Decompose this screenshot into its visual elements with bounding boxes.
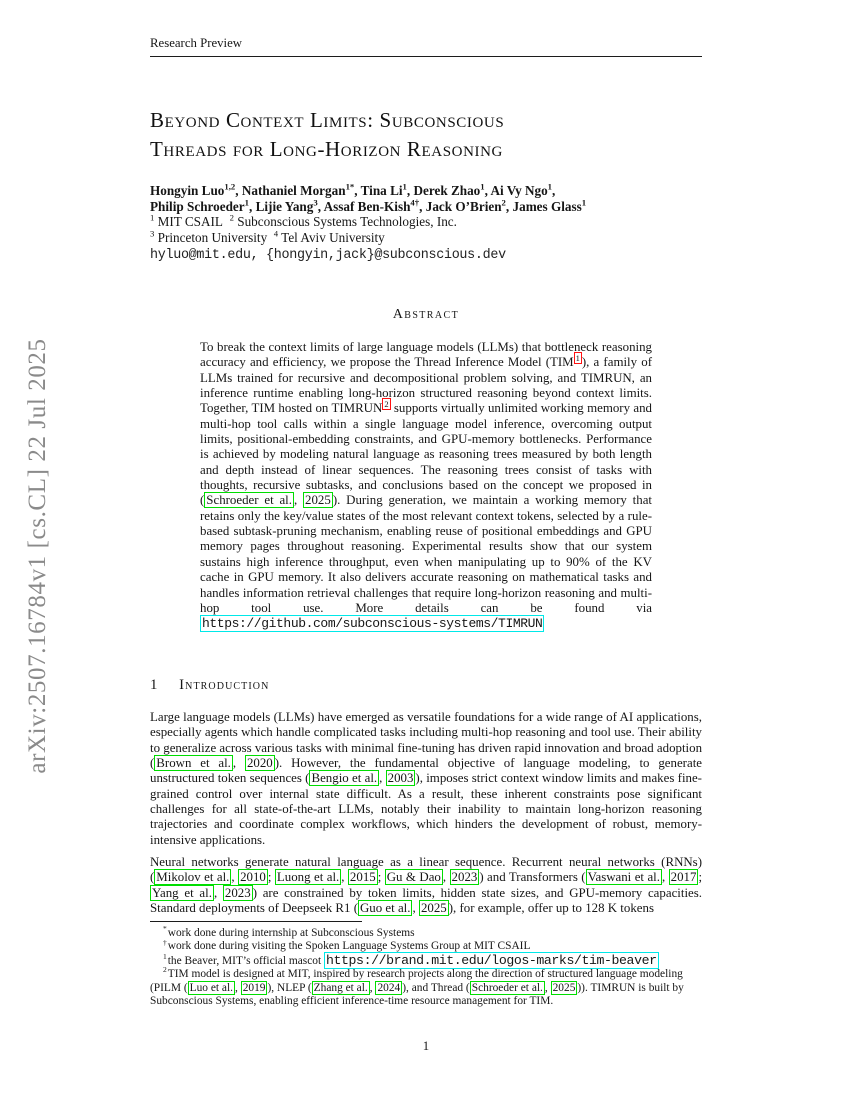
citation-link[interactable]: 2019 (242, 981, 266, 994)
superscript: 1 (480, 181, 485, 192)
text-segment: , (213, 885, 223, 900)
superscript: 4 (273, 228, 279, 239)
footnote-marker: † (163, 937, 167, 947)
citation-link[interactable]: Bengio et al. (311, 771, 378, 786)
paper-title (150, 106, 710, 163)
authors-line-2 (150, 199, 710, 215)
citation-link[interactable]: 2010 (240, 870, 266, 885)
citation-link[interactable]: Yang et al. (152, 885, 212, 900)
text-segment: , Ai Vy Ngo (484, 183, 548, 198)
text-segment: ), for example, offer up to 128 K tokens (448, 901, 654, 916)
text-segment: TIM model is designed at MIT, inspired by research projects along the direction of structured language modeling (PILM ( (150, 968, 683, 994)
running-header-text: Research Preview (150, 36, 243, 50)
author-emails: hyluo@mit.edu, {hongyin,jack}@subconscious.dev (150, 248, 506, 264)
citation-link[interactable]: Zhang et al. (313, 981, 368, 994)
text-segment: work done during visiting the Spoken Language Systems Group at MIT CSAIL (167, 940, 531, 953)
title-line-2: Threads for Long-Horizon Reasoning (150, 136, 503, 161)
superscript: 1 (547, 181, 553, 192)
citation-link[interactable]: 2023 (224, 885, 251, 900)
text-segment: ; (267, 870, 275, 885)
citation-link[interactable]: 2025 (420, 901, 447, 916)
section-title: Introduction (179, 677, 270, 693)
footnote-4 (150, 965, 702, 1008)
text-segment: MIT CSAIL (154, 214, 230, 230)
citation-link[interactable]: 2025 (305, 493, 331, 508)
text-segment: ) and Transformers ( (479, 870, 586, 885)
text-segment: Princeton University (154, 229, 274, 245)
citation-link[interactable]: Schroeder et al. (206, 493, 292, 508)
authors-line-1 (150, 183, 710, 199)
superscript: 1 (402, 181, 407, 192)
text-segment: , (442, 870, 450, 885)
title-line-1: Beyond Context Limits: Subconscious (150, 108, 505, 132)
superscript: 2 (501, 197, 506, 208)
intro-paragraph-2 (150, 855, 702, 916)
footnote-text (168, 940, 531, 952)
section-number: 1 (150, 677, 158, 693)
citation-link[interactable]: Vaswani et al. (587, 870, 660, 885)
citation-link[interactable]: Mikolov et al. (156, 870, 230, 885)
citation-link[interactable]: 2015 (349, 870, 376, 885)
superscript: 1,2 (224, 181, 236, 192)
superscript: 1 (150, 212, 155, 223)
text-segment: , (544, 981, 551, 994)
text-segment: , Tina Li (354, 183, 403, 198)
superscript: 3 (150, 228, 155, 239)
text-segment: ) are constrained by token limits, hidden state sizes, and GPU-memory capacities. Standard deployments of Deepseek R1 ( (150, 885, 703, 916)
url-link[interactable]: https://github.com/subconscious-systems/TIMRUN (202, 616, 543, 632)
section-heading-introduction (150, 677, 269, 694)
url-link[interactable]: https://brand.mit.edu/logos-marks/tim-beaver (326, 952, 657, 968)
superscript: 2 (229, 212, 234, 223)
citation-link[interactable]: Luong et al. (276, 870, 340, 885)
abstract-heading: Abstract (392, 306, 460, 321)
citation-link[interactable]: Guo et al. (360, 901, 411, 916)
text-segment: work done during internship at Subconscious Systems (167, 927, 415, 939)
footnote-3 (150, 954, 702, 968)
text-segment: Neural networks generate natural language as a linear sequence. Recurrent neural networks (RNNs) ( (150, 855, 702, 885)
affiliations-line-1 (150, 214, 710, 230)
citation-link[interactable]: 2023 (451, 870, 478, 885)
citation-link[interactable]: Schroeder et al. (471, 981, 543, 994)
text-segment: supports virtually unlimited working memory and multi-hop tool calls within a single language model inference, overcoming output limits, positional-embedding constraints, and GPU-memory bottlenecks. Performance is achieved by modeling natural language as reasoning trees measured by both length and depth instead of linear sequences. The reasoning trees consist of tasks with thoughts, recursive subtasks, and conclusions based on the concept we proposed in ( (200, 401, 652, 508)
footnote-marker: * (163, 924, 167, 934)
text-segment: )). TIMRUN is built by Subconscious Systems, enabling efficient inference-time resource management for TIM. (150, 981, 684, 1008)
superscript: 1* (345, 181, 355, 192)
text-segment: Subconscious Systems Technologies, Inc. (233, 214, 457, 230)
text-segment: , Assaf Ben-Kish (317, 198, 411, 214)
text-segment: To break the context limits of large language models (LLMs) that bottleneck reasoning accuracy and efficiency, we propose the Thread Inference Model (TIM (200, 340, 652, 370)
text-segment: Philip Schroeder (150, 198, 245, 214)
superscript: 3 (313, 197, 318, 208)
arxiv-watermark: arXiv:2507.16784v1 [cs.CL] 22 Jul 2025 (24, 338, 51, 774)
citation-link[interactable]: Gu & Dao (386, 870, 441, 885)
author-block (150, 183, 710, 264)
citation-link[interactable]: 2017 (670, 870, 697, 885)
text-segment: ), imposes strict context window limits and makes fine-grained control over internal state difficult. As a result, these inherent constraints pose significant challenges for all state-of-the-art LLMs, notably their inability to maintain long-horizon reasoning trajectories and coordinate complex workflows, which hinders the development of robust, memory-intensive applications. (150, 771, 702, 847)
superscript: 1 (244, 197, 249, 208)
text-segment: ; (698, 870, 703, 885)
superscript: 1 (581, 197, 587, 208)
text-segment: , James Glass (505, 198, 582, 214)
footnote-block (150, 921, 702, 1008)
text-segment: , (235, 981, 241, 994)
citation-link[interactable]: 2003 (387, 771, 414, 786)
abstract-text (200, 340, 652, 632)
text-segment: , Nathaniel Morgan (235, 183, 346, 198)
citation-link[interactable]: 2024 (377, 981, 401, 994)
text-segment: ), NLEP ( (267, 981, 312, 994)
citation-link[interactable]: Brown et al. (156, 756, 231, 771)
text-segment: ). During generation, we maintain a working memory that retains only the key/value states of the most relevant context tokens, selected by a rule-based subtask-pruning mechanism, enabling reuse of positional embeddings and GPU memory pages throughout reasoning. Experimental results show that our system sustains high inference throughput, even when manipulating up to 90% of the KV cache in GPU memory. It also delivers accurate reasoning on mathematical tasks and handles information retrieval challenges that require long-horizon reasoning and multi-hop tool use. More details can be found via (200, 493, 652, 615)
footnote-text (167, 952, 659, 968)
text-segment: ), a family of LLMs trained for recursive and decompositional problem solving, and TIMRUN, an inference runtime enabling long-horizon structured reasoning beyond context limits. Together, TIM hosted on TIMRUN (200, 355, 652, 416)
footnote-text (168, 927, 415, 939)
text-segment: Hongyin Luo (150, 183, 225, 198)
text-segment: Large language models (LLMs) have emerged as versatile foundations for a wide range of AI applications, especially agents which handle complicated tasks including multi-hop reasoning and tool use. Their ability to generalize across various tasks with minimal fine-tuning has driven rapid innovation and broad adoption ( (150, 710, 703, 771)
text-segment: Tel Aviv University (278, 229, 385, 245)
text-segment: ), and Thread ( (402, 981, 470, 994)
text-segment: , (232, 756, 245, 771)
text-segment: , (412, 901, 419, 916)
text-segment: , (341, 870, 348, 885)
text-segment: , (552, 183, 556, 198)
text-segment: , (231, 870, 239, 885)
footnote-ref-link[interactable]: 1 (575, 353, 580, 364)
footnote-ref-link[interactable]: 2 (384, 399, 389, 410)
text-segment: the Beaver, MIT’s official mascot (167, 954, 324, 967)
text-segment: , Jack O’Brien (419, 198, 502, 214)
text-segment: , Derek Zhao (406, 183, 481, 198)
citation-link[interactable]: 2025 (552, 981, 576, 994)
running-header (150, 36, 702, 57)
intro-paragraph-1 (150, 710, 702, 848)
footnote-marker: 2 (163, 965, 167, 975)
superscript: 4† (410, 197, 420, 208)
citation-link[interactable]: Luo et al. (189, 981, 233, 994)
footnote-1 (150, 924, 702, 940)
affiliations-line-2 (150, 230, 710, 246)
text-segment: , (379, 771, 386, 786)
text-segment: , (294, 493, 304, 508)
text-segment: , (661, 870, 669, 885)
footnote-marker: 1 (163, 952, 167, 962)
text-segment: ; (377, 870, 385, 885)
page-number: 1 (422, 1039, 430, 1053)
citation-link[interactable]: 2020 (246, 756, 273, 771)
footnote-rule (150, 921, 362, 922)
footnote-text (150, 968, 684, 1007)
text-segment: , Lijie Yang (249, 198, 314, 214)
text-segment: ). However, the fundamental objective of language modeling, to generate unstructured token sequences ( (150, 756, 702, 786)
text-segment: , (369, 981, 376, 994)
